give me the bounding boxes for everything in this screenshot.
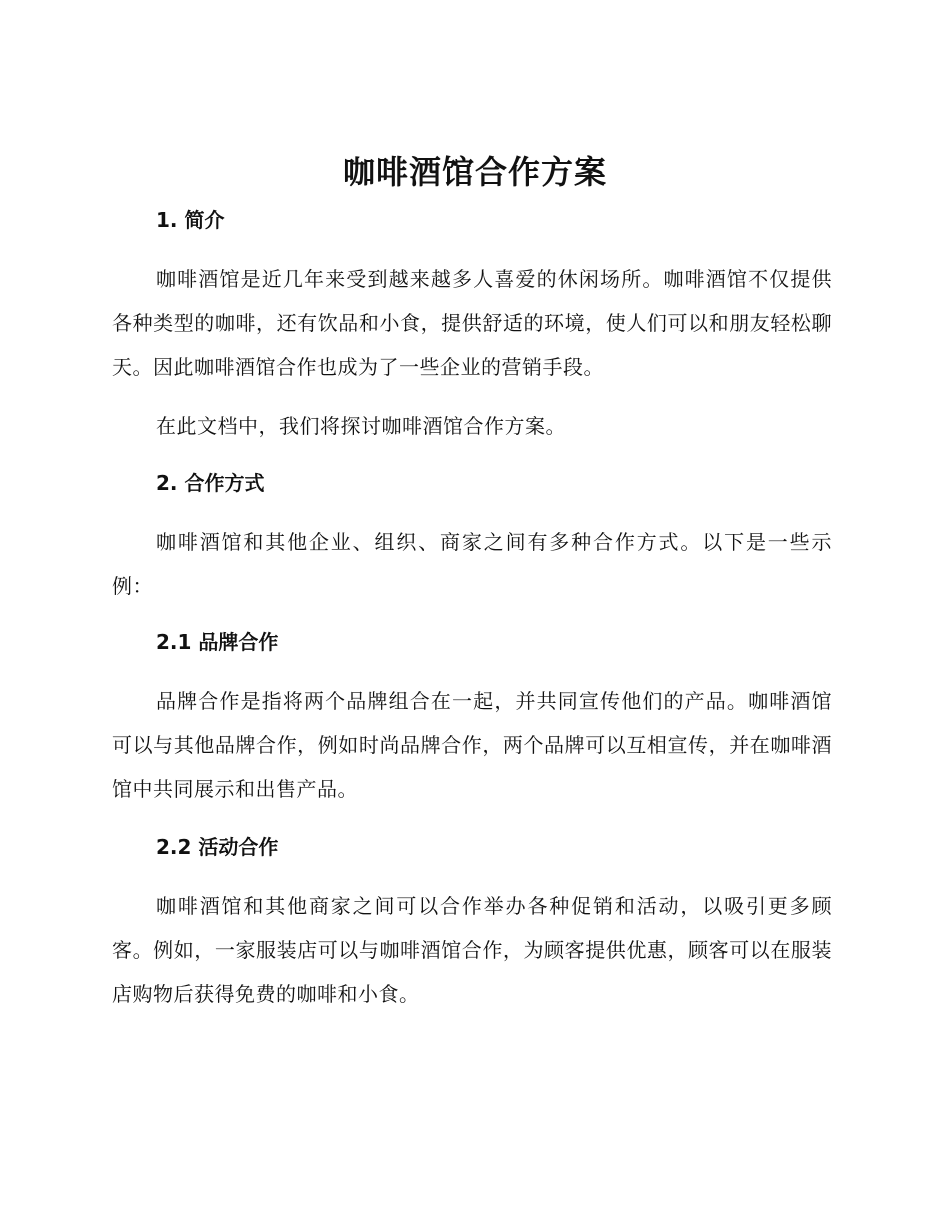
paragraph-intro-1: 咖啡酒馆是近几年来受到越来越多人喜爱的休闲场所。咖啡酒馆不仅提供各种类型的咖啡，还有饮品和小食，提供舒适的环境，使人们可以和朋友轻松聊天。因此咖啡酒馆合作也成为了一些企业的营销手段。: [112, 267, 832, 379]
section-heading-brand-cooperation: 2.1 品牌合作: [156, 630, 279, 654]
section-heading-event-cooperation: 2.2 活动合作: [156, 835, 279, 859]
paragraph-event-cooperation: 咖啡酒馆和其他商家之间可以合作举办各种促销和活动，以吸引更多顾客。例如，一家服装店可以与咖啡酒馆合作，为顾客提供优惠，顾客可以在服装店购物后获得免费的咖啡和小食。: [112, 894, 832, 1006]
paragraph-cooperation-methods: 咖啡酒馆和其他企业、组织、商家之间有多种合作方式。以下是一些示例：: [112, 530, 832, 598]
paragraph-brand-cooperation: 品牌合作是指将两个品牌组合在一起，并共同宣传他们的产品。咖啡酒馆可以与其他品牌合作，例如时尚品牌合作，两个品牌可以互相宣传，并在咖啡酒馆中共同展示和出售产品。: [112, 689, 832, 801]
document-title: 咖啡酒馆合作方案: [342, 153, 607, 191]
paragraph-intro-2: 在此文档中，我们将探讨咖啡酒馆合作方案。: [156, 414, 566, 438]
section-heading-cooperation-methods: 2. 合作方式: [156, 471, 265, 495]
section-heading-intro: 1. 简介: [156, 208, 225, 232]
